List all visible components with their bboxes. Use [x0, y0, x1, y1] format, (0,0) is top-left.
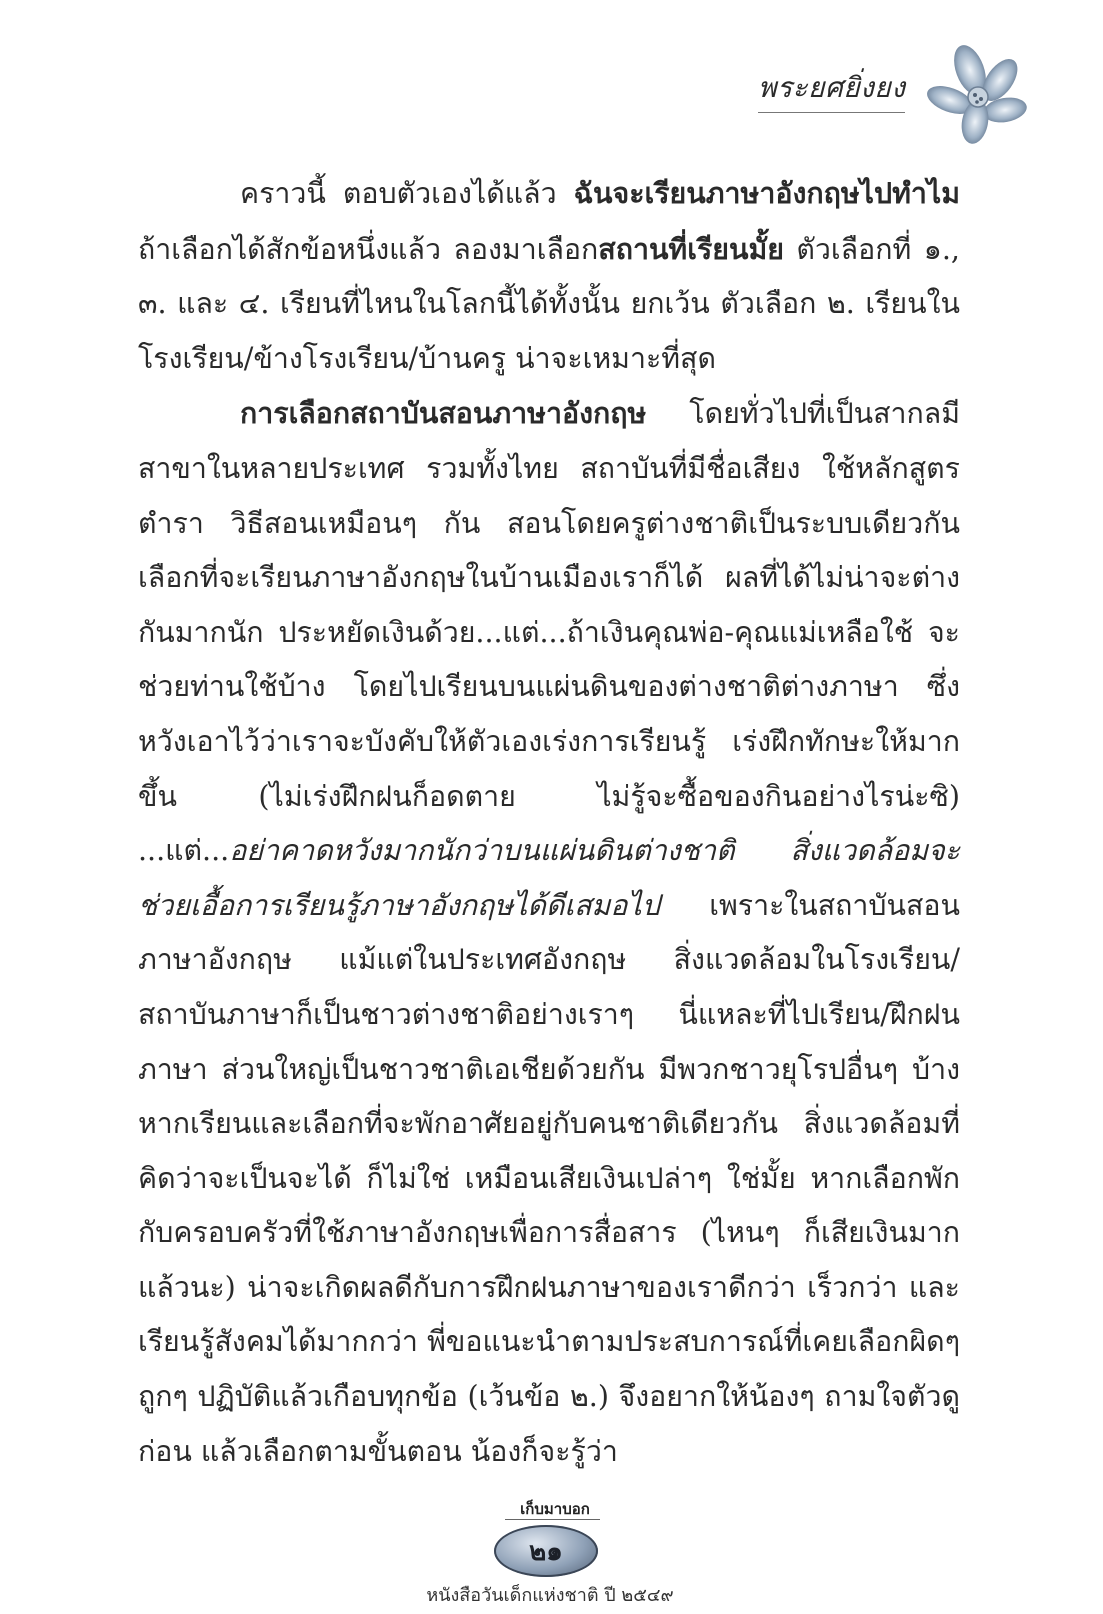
paragraph-2 [138, 386, 960, 1479]
bold-run: ฉันจะเรียนภาษาอังกฤษไปทำไม [573, 176, 960, 210]
text-run: โดยทั่วไปที่เป็นสากลมีสาขาในหลายประเทศ รวมทั้งไทย สถาบันที่มีชื่อเสียง ใช้หลักสูตร ตำรา วิธีสอนเหมือนๆ กัน สอนโดยครูต่างชาติเป็นระบบเดียวกัน เลือกที่จะเรียนภาษาอังกฤษในบ้านเมืองเราก็ได้ ผลที่ได้ไม่น่าจะต่างกันมากนัก ประหยัดเงินด้วย...แต่...ถ้าเงินคุณพ่อ-คุณแม่เหลือใช้ จะช่วยท่านใช้บ้าง โดยไปเรียนบนแผ่นดินของต่างชาติต่างภาษา ซึ่งหวังเอาไว้ว่าเราจะบังคับให้ตัวเองเร่งการเรียนรู้ เร่งฝึกทักษะให้มากขึ้น (ไม่เร่งฝึกฝนก็อดตาย ไม่รู้จะซื้อของกินอย่างไรน่ะซิ) ...แต่... [138, 397, 960, 868]
body-text [138, 166, 960, 1479]
page-number-badge [494, 1525, 598, 1577]
page-number: ๒๑ [529, 1536, 563, 1567]
footer-section-label: เก็บมาบอก [520, 1500, 590, 1518]
bold-run: สถานที่เรียนมั้ย [598, 231, 784, 266]
bold-run: การเลือกสถาบันสอนภาษาอังกฤษ [240, 396, 647, 431]
text-run: เพราะในสถาบันสอนภาษาอังกฤษ แม้แต่ในประเทศอังกฤษ สิ่งแวดล้อมในโรงเรียน/สถาบันภาษาก็เป็นชาวต่างชาติอย่างเราๆ นี่แหละที่ไปเรียน/ฝึกฝนภาษา ส่วนใหญ่เป็นชาวชาติเอเชียด้วยกัน มีพวกชาวยุโรปอื่นๆ บ้าง หากเรียนและเลือกที่จะพักอาศัยอยู่กับคนชาติเดียวกัน สิ่งแวดล้อมที่คิดว่าจะเป็นจะได้ ก็ไม่ใช่ เหมือนเสียเงินเปล่าๆ ใช่มั้ย หากเลือกพักกับครอบครัวที่ใช้ภาษาอังกฤษเพื่อการสื่อสาร (ไหนๆ ก็เสียเงินมากแล้วนะ) น่าจะเกิดผลดีกับการฝึกฝนภาษาของเราดีกว่า เร็วกว่า และเรียนรู้สังคมได้มากกว่า พี่ขอแนะนำตามประสบการณ์ที่เคยเลือกผิดๆ ถูกๆ ปฏิบัติแล้วเกือบทุกข้อ (เว้นข้อ ๒.) จึงอยากให้น้องๆ ถามใจตัวดูก่อน แล้วเลือกตามขั้นตอน น้องก็จะรู้ว่า [138, 888, 960, 1468]
flower-ornament-icon [915, 40, 1035, 150]
footer-caption: หนังสือวันเด็กแห่งชาติ ปี ๒๕๔๙ [426, 1585, 674, 1606]
text-run: ถ้าเลือกได้สักข้อหนึ่งแล้ว ลองมาเลือก [138, 232, 599, 266]
footer-divider [505, 1519, 600, 1520]
text-run: ตัวเลือกที่ ๑., ๓. และ ๔. เรียนที่ไหนในโลกนี้ได้ทั้งนั้น ยกเว้น ตัวเลือก ๒. เรียนในโรงเรียน/ข้างโรงเรียน/บ้านครู น่าจะเหมาะที่สุด [138, 232, 960, 375]
text-run: คราวนี้ ตอบตัวเองได้แล้ว [240, 177, 574, 210]
italic-run: อย่าคาดหวังมากนักว่าบนแผ่นดินต่างชาติ สิ่งแวดล้อมจะช่วยเอื้อการเรียนรู้ภาษาอังกฤษได้ดีเสมอไป [138, 834, 960, 922]
running-header-title: พระยศยิ่งยง [758, 66, 905, 113]
paragraph-1 [138, 166, 960, 386]
